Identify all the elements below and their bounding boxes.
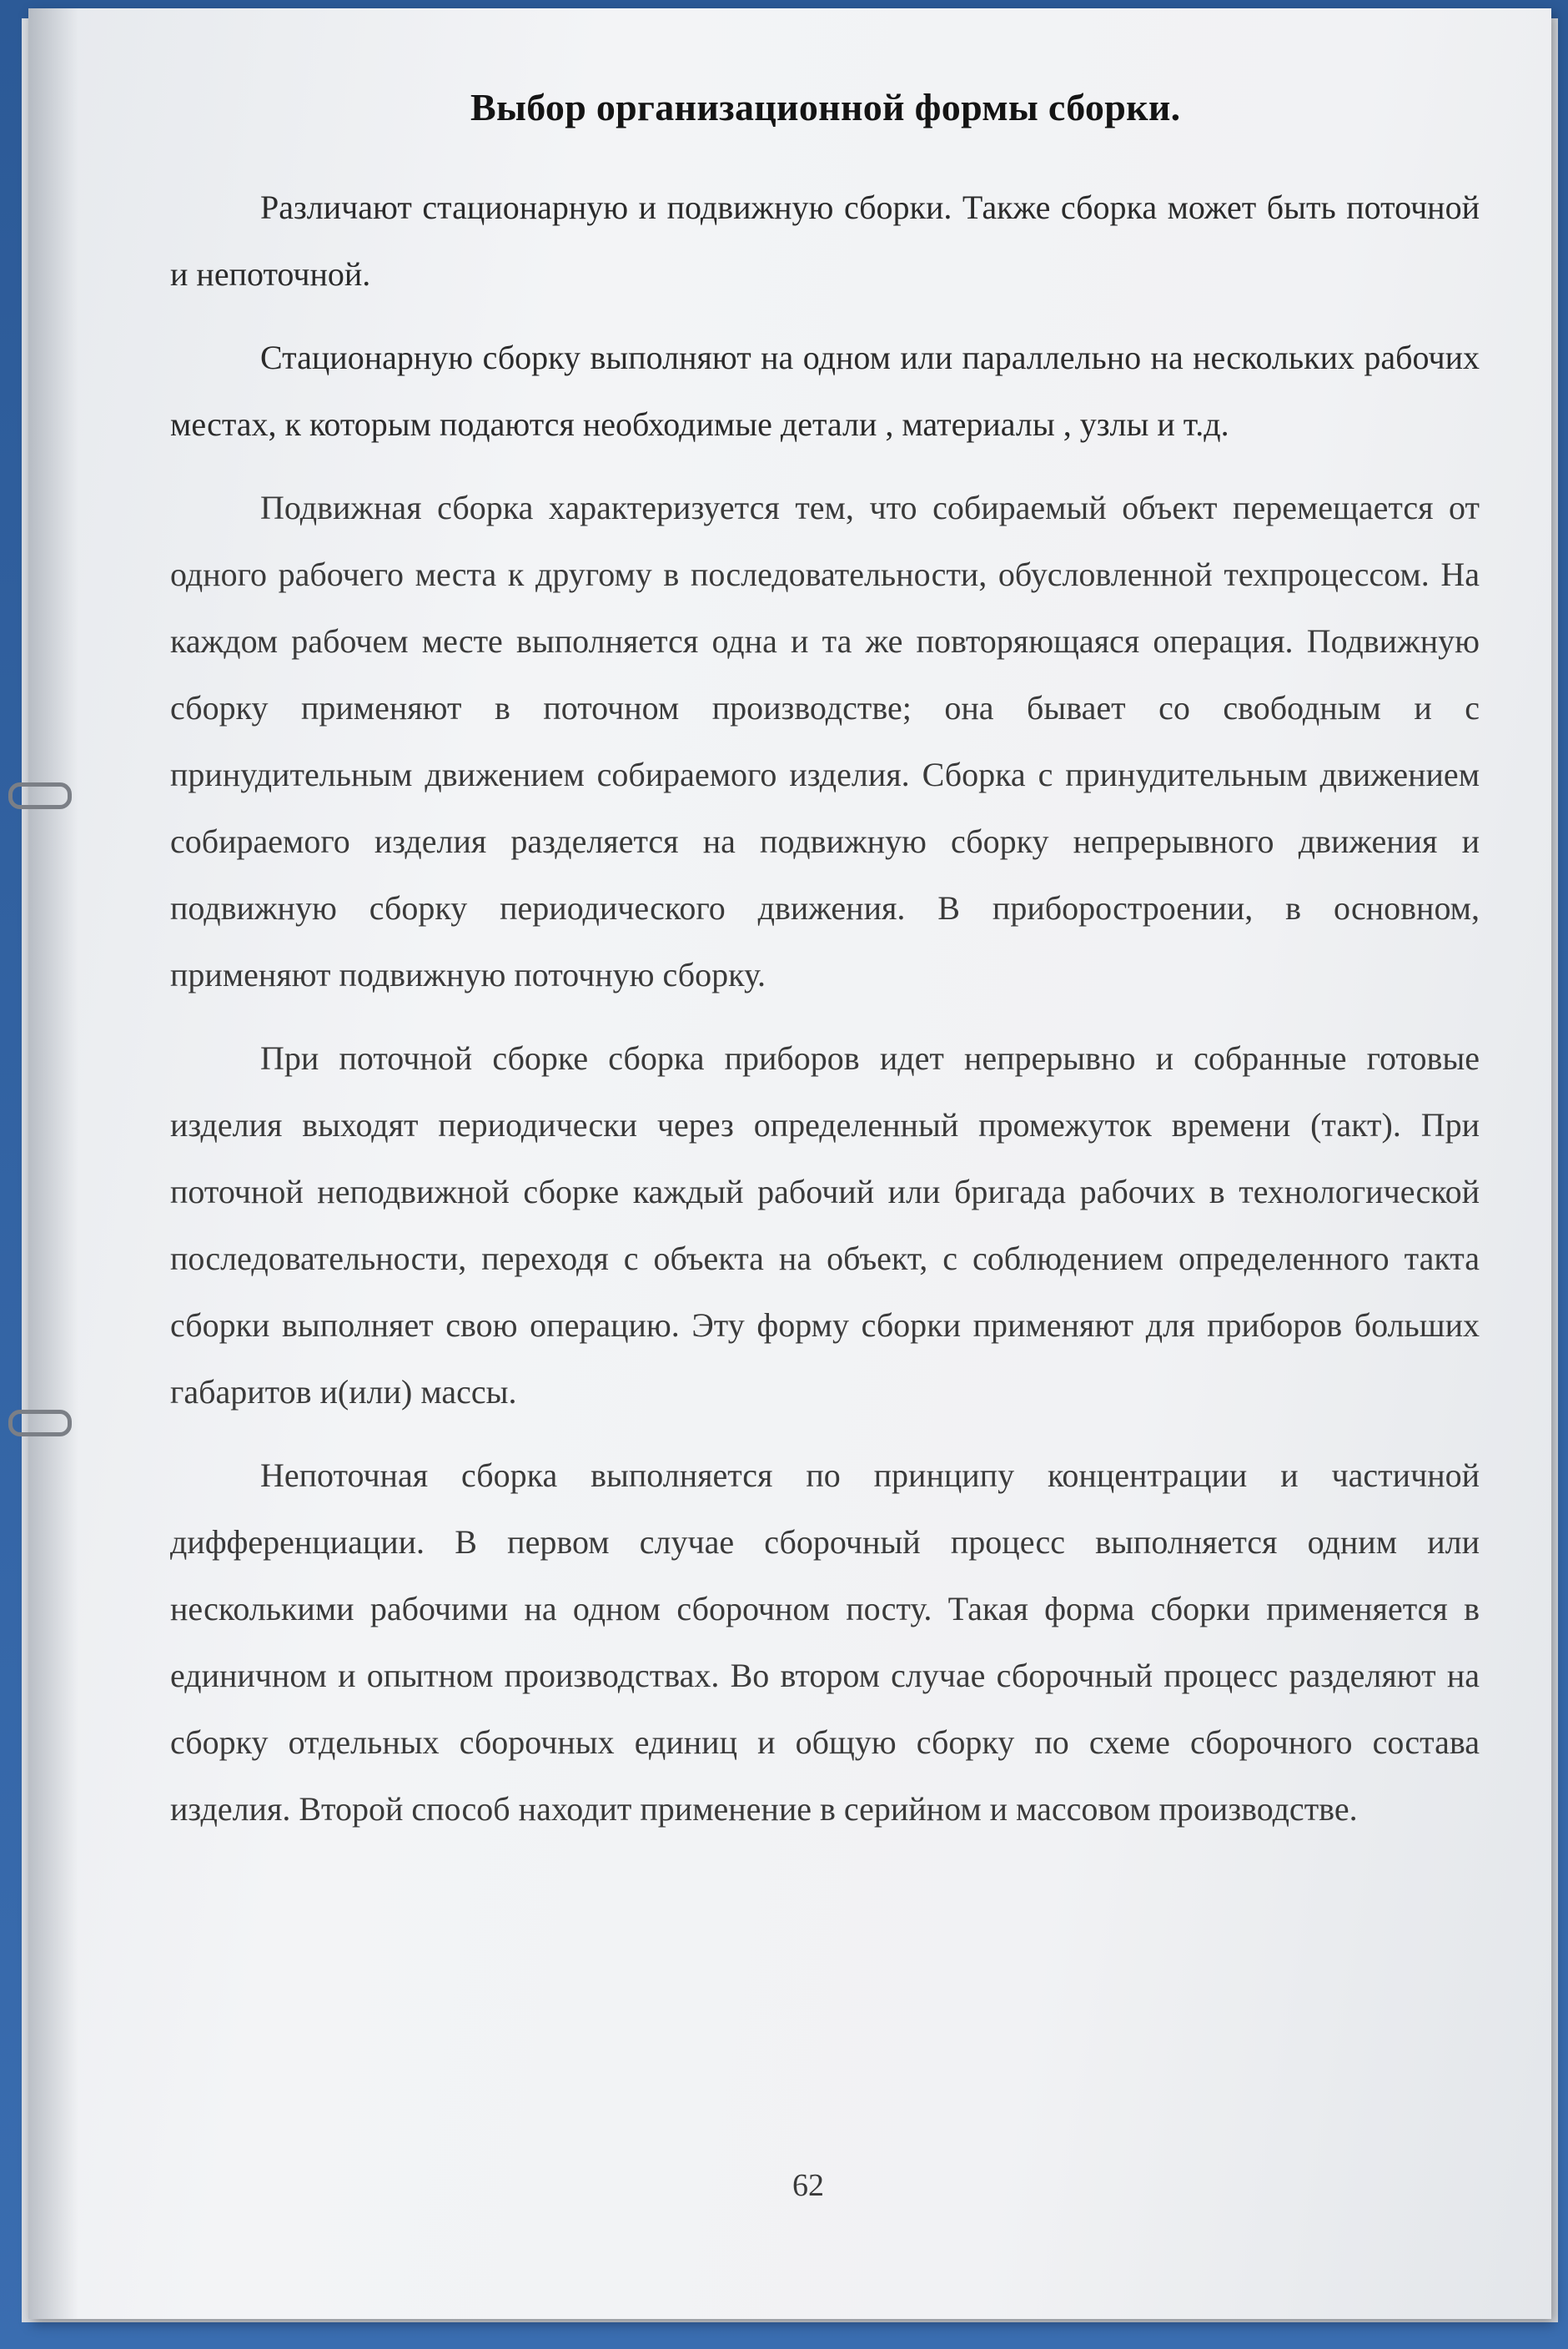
paragraph-non-flow-assembly: Непоточная сборка выполняется по принципу концентрации и частичной дифференциации. В первом случае сборочный процесс выполняется одним или несколькими рабочими на одном сборочном посту. Такая форма сборки применяется в единичном и опытном производствах. Во втором случае сборочный процесс разделяют на сборку отдельных сборочных единиц и общую сборку по схеме сборочного состава изделия. Второй способ находит применение в серийном и массовом производстве.	[170, 1456, 1480, 1828]
binder-ring-icon	[8, 1410, 72, 1436]
paragraph-stationary-assembly: Стационарную сборку выполняют на одном или параллельно на нескольких рабочих местах, к которым подаются необходимые детали , материалы , узлы и т.д.	[170, 339, 1480, 443]
document-page	[28, 8, 1551, 2319]
page-title: Выбор организационной формы сборки.	[470, 86, 1181, 128]
paragraph-flow-assembly: При поточной сборке сборка приборов идет непрерывно и собранные готовые изделия выходят периодически через определенный промежуток времени (такт). При поточной неподвижной сборке каждый рабочий или бригада рабочих в технологической последовательности, переходя с объекта на объект, с соблюдением определенного такта сборки выполняет свою операцию. Эту форму сборки применяют для приборов больших габаритов и(или) массы.	[170, 1039, 1480, 1411]
page-content	[170, 85, 1480, 1859]
binder-ring-icon	[8, 782, 72, 809]
page-number: 62	[792, 2168, 824, 2203]
binding-shadow	[28, 8, 78, 2319]
paragraph-intro: Различают стационарную и подвижную сборки. Также сборка может быть поточной и непоточной.	[170, 189, 1480, 293]
paragraph-mobile-assembly: Подвижная сборка характеризуется тем, что собираемый объект перемещается от одного рабочего места к другому в последовательности, обусловленной техпроцессом. На каждом рабочем месте выполняется одна и та же повторяющаяся операция. Подвижную сборку применяют в поточном производстве; она бывает со свободным и с принудительным движением собираемого изделия. Сборка с принудительным движением собираемого изделия разделяется на подвижную сборку непрерывного движения и подвижную сборку периодического движения. В приборостроении, в основном, применяют подвижную поточную сборку.	[170, 489, 1480, 993]
